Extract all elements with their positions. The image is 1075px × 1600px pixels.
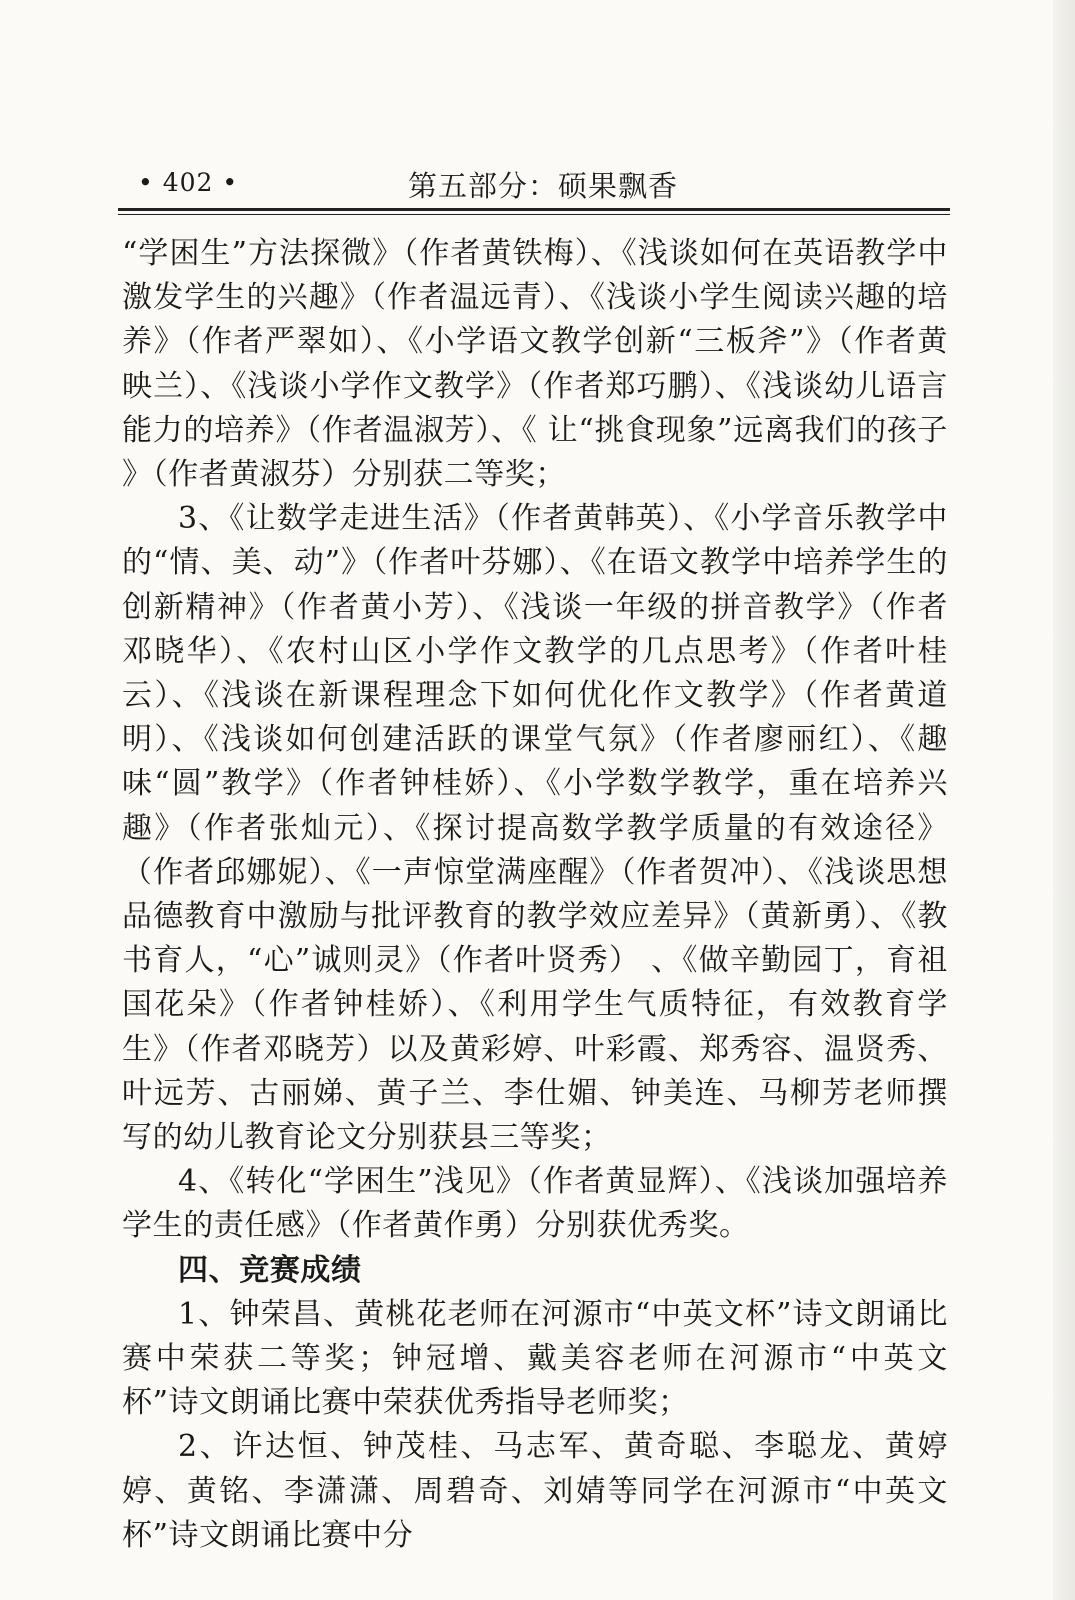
paragraph-competition-1: 1、钟荣昌、黄桃花老师在河源市“中英文杯”诗文朗诵比赛中荣获二等奖；钟冠增、戴美容老师在河源市“中英文杯”诗文朗诵比赛中荣获优秀指导老师奖； <box>122 1296 948 1421</box>
body-text <box>122 232 948 1558</box>
paragraph-excellence-award: 4、《转化“学困生”浅见》（作者黄显辉）、《浅谈加强培养学生的责任感》（作者黄作勇）分别获优秀奖。 <box>122 1164 948 1244</box>
paragraph-third-prize-list: 3、《让数学走进生活》（作者黄韩英）、《小学音乐教学中的“情、美、动”》（作者叶芬娜）、《在语文教学中培养学生的创新精神》（作者黄小芳）、《浅谈一年级的拼音教学》（作者邓晓华）、《农村山区小学作文教学的几点思考》（作者叶桂云）、《浅谈在新课程理念下如何优化作文教学》（作者黄道明）、《浅谈如何创建活跃的课堂气氛》（作者廖丽红）、《趣味“圆”教学》（作者钟桂娇）、《小学数学教学，重在培养兴趣》（作者张灿元）、《探讨提高数学教学质量的有效途径》（作者邱娜妮）、《一声惊堂满座醒》（作者贺冲）、《浅谈思想品德教育中激励与批评教育的教学效应差异》（黄新勇）、《教书育人，“心”诚则灵》（作者叶贤秀） 、《做辛勤园丁，育祖国花朵》（作者钟桂娇）、《利用学生气质特征，有效教育学生》（作者邓晓芳）以及黄彩婷、叶彩霞、郑秀容、温贤秀、叶远芳、古丽娣、黄子兰、李仕媚、钟美连、马柳芳老师撰写的幼儿教育论文分别获县三等奖； <box>122 501 948 1156</box>
running-title: 第五部分：硕果飘香 <box>408 169 679 203</box>
paragraph-continued-list: “学困生”方法探微》（作者黄铁梅）、《浅谈如何在英语教学中激发学生的兴趣》（作者温远青）、《浅谈小学生阅读兴趣的培养》（作者严翠如）、《小学语文教学创新“三板斧”》（作者黄映兰）、《浅谈小学作文教学》（作者郑巧鹏）、《浅谈幼儿语言能力的培养》（作者温淑芳）、《 让“挑食现象”远离我们的孩子 》（作者黄淑芬）分别获二等奖； <box>122 236 948 493</box>
header-rule-thick <box>118 208 950 211</box>
page-header <box>118 158 950 202</box>
page-number: • 402 • <box>138 168 239 197</box>
header-rule-thin <box>118 214 950 215</box>
section-heading: 四、竞赛成绩 <box>178 1252 362 1288</box>
scan-shadow-edge <box>1053 0 1075 1600</box>
paragraph-competition-2: 2、许达恒、钟茂桂、马志军、黄奇聪、李聪龙、黄婷婷、黄铭、李潇潇、周碧奇、刘婧等同学在河源市“中英文杯”诗文朗诵比赛中分 <box>122 1429 948 1553</box>
